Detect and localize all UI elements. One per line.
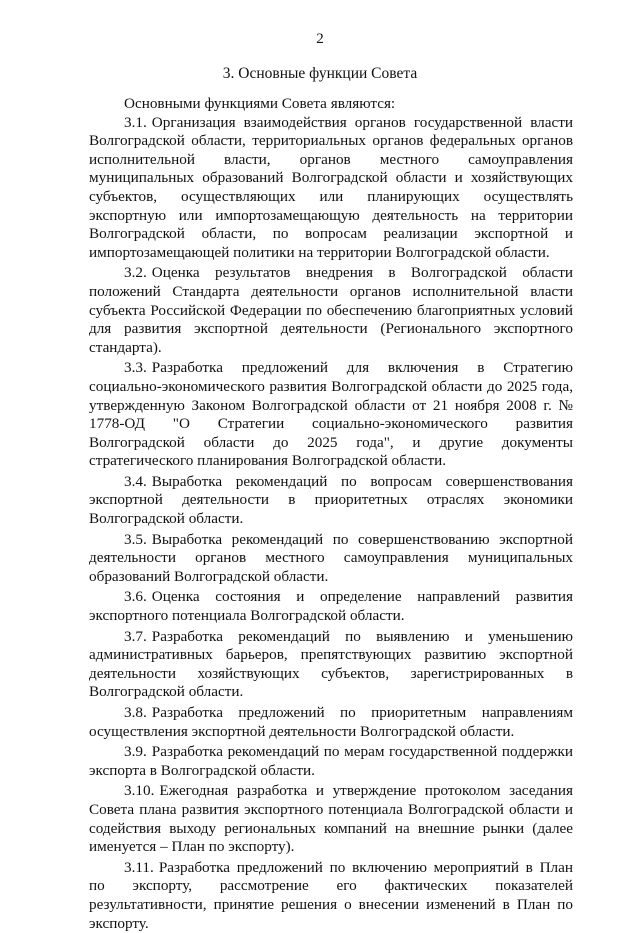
item-number: 3.6. xyxy=(124,588,147,606)
function-item-3-6 xyxy=(89,588,573,625)
item-number: 3.9. xyxy=(124,743,147,761)
document-body xyxy=(89,95,573,933)
function-item-3-3 xyxy=(89,359,573,471)
section-title: 3. Основные функции Совета xyxy=(222,65,418,82)
item-text: Разработка предложений по включению мероприятий в План по экспорту, рассмотрение его фактических показателей результативности, принятие решения о внесении изменений в План по экспорту. xyxy=(89,858,573,932)
item-text: Оценка результатов внедрения в Волгоградской области положений Стандарта деятельности органов исполнительной власти субъекта Российской Федерации по обеспечению благоприятных условий для развития экспортной деятельности (Регионального экспортного стандарта). xyxy=(89,264,573,356)
item-number: 3.10. xyxy=(124,782,155,800)
item-text: Выработка рекомендаций по совершенствованию экспортной деятельности органов местного самоуправления муниципальных образований Волгоградской области. xyxy=(89,530,573,585)
item-text: Выработка рекомендаций по вопросам совершенствования экспортной деятельности в приоритетных отраслях экономики Волгоградской области. xyxy=(89,472,573,528)
item-number: 3.8. xyxy=(124,704,147,721)
item-number: 3.3. xyxy=(124,359,147,377)
function-item-3-11 xyxy=(89,859,573,933)
item-text: Разработка рекомендаций по выявлению и уменьшению административных барьеров, препятствующих развитию экспортной деятельности хозяйствующих субъектов, зарегистрированных в Волгоградской области. xyxy=(89,627,573,701)
function-item-3-8 xyxy=(89,704,573,741)
function-item-3-5 xyxy=(89,531,573,587)
function-item-3-4 xyxy=(89,473,573,529)
item-text: Разработка предложений для включения в Стратегию социально-экономического развития Волгоградской области до 2025 года, утвержденную Законом Волгоградской области от 21 ноября 2008 г. № 1778-ОД "О Стратегии социально-экономического развития Волгоградской области до 2025 года", и другие документы стратегического планирования Волгоградской области. xyxy=(89,359,573,470)
item-number: 3.11. xyxy=(124,858,154,876)
function-item-3-2 xyxy=(89,264,573,357)
item-text: Разработка предложений по приоритетным направлениям осуществления экспортной деятельности Волгоградской области. xyxy=(89,704,573,740)
function-item-3-1 xyxy=(89,114,573,263)
item-text: Организация взаимодействия органов государственной власти Волгоградской области, территориальных органов федеральных органов исполнительной власти, органов местного самоуправления муниципальных образований Волгоградской области и хозяйствующих субъектов, осуществляющих или планирующих осуществлять экспортную или импортозамещающую деятельность на территории Волгоградской области, по вопросам реализации экспортной и импортозамещающей политики на территории Волгоградской области. xyxy=(89,113,573,261)
item-number: 3.4. xyxy=(124,472,147,490)
function-item-3-9 xyxy=(89,743,573,780)
item-text: Оценка состояния и определение направлений развития экспортного потенциала Волгоградской области. xyxy=(89,588,573,625)
function-item-3-10 xyxy=(89,782,573,856)
item-text: Ежегодная разработка и утверждение протоколом заседания Совета плана развития экспортного потенциала Волгоградской области и содействия выходу региональных компаний на внешние рынки (далее именуется – План по экспорту). xyxy=(89,782,573,856)
item-text: Разработка рекомендаций по мерам государственной поддержки экспорта в Волгоградской области. xyxy=(89,743,573,779)
intro-paragraph: Основными функциями Совета являются: xyxy=(124,95,396,112)
function-item-3-7 xyxy=(89,628,573,702)
page-number: 2 xyxy=(316,31,324,47)
item-number: 3.7. xyxy=(124,627,147,645)
item-number: 3.2. xyxy=(124,264,147,282)
item-number: 3.1. xyxy=(124,113,147,131)
item-number: 3.5. xyxy=(124,530,147,548)
